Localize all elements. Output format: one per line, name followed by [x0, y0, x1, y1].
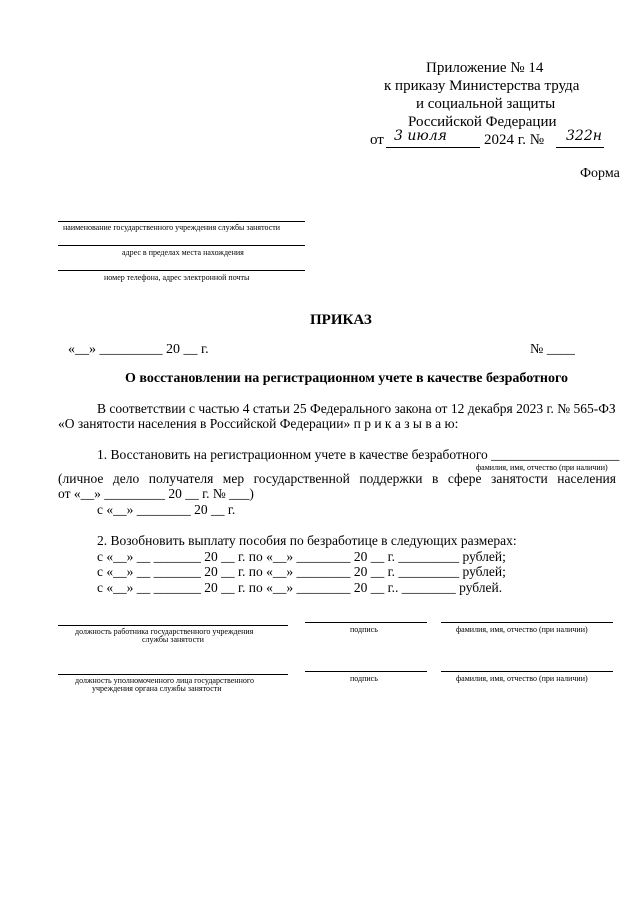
- payment-row: с «__» __ _______ 20 __ г. по «__» ________ 20 __ г. _________ рублей;: [97, 564, 506, 579]
- signature-caption: подпись: [350, 674, 378, 683]
- item1-line3: от «__» _________ 20 __ г. № ___): [58, 486, 254, 501]
- item1-line4: с «__» ________ 20 __ г.: [97, 502, 236, 517]
- handwritten-number: 322н: [566, 128, 602, 144]
- position-caption: должность уполномоченного лица государственного: [75, 676, 254, 685]
- address-caption: адрес в пределах места нахождения: [122, 248, 244, 257]
- date-underline: [386, 147, 480, 148]
- page-title: ПРИКАЗ: [310, 312, 372, 328]
- name-caption: фамилия, имя, отчество (при наличии): [456, 674, 588, 683]
- signature-line: [305, 622, 427, 623]
- contacts-caption: номер телефона, адрес электронной почты: [104, 273, 250, 282]
- appendix-line: к приказу Министерства труда: [384, 78, 580, 94]
- payment-row: с «__» __ _______ 20 __ г. по «__» ________ 20 __ г.. ________ рублей.: [97, 580, 503, 595]
- order-date: «__» _________ 20 __ г.: [68, 342, 209, 357]
- address-line: [58, 245, 305, 246]
- signature-caption: подпись: [350, 625, 378, 634]
- item1-caption: фамилия, имя, отчество (при наличии): [476, 463, 608, 472]
- item2-text: 2. Возобновить выплату пособия по безработице в следующих размерах:: [97, 533, 517, 548]
- name-line: [441, 622, 613, 623]
- handwritten-date: 3 июля: [394, 128, 447, 144]
- institution-line: [58, 221, 305, 222]
- appendix-title: Приложение № 14: [426, 60, 544, 76]
- position-line: [58, 625, 288, 626]
- institution-caption: наименование государственного учреждения службы занятости: [63, 223, 281, 232]
- payment-row: с «__» __ _______ 20 __ г. по «__» ________ 20 __ г. _________ рублей;: [97, 549, 506, 564]
- item1-text: 1. Восстановить на регистрационном учете в качестве безработного ___________________: [97, 447, 620, 462]
- preamble-line: В соответствии с частью 4 статьи 25 Федерального закона от 12 декабря 2023 г. № 565-ФЗ: [97, 401, 616, 416]
- form-label: Форма: [580, 166, 620, 181]
- number-underline: [556, 147, 604, 148]
- position-caption: учреждения органа службы занятости: [92, 684, 222, 693]
- signature-line: [305, 671, 427, 672]
- date-prefix: от: [370, 132, 384, 148]
- item1-line2: (личное дело получателя мер государственной поддержки в сфере занятости населения: [58, 471, 616, 486]
- appendix-line: и социальной защиты: [416, 96, 556, 112]
- contacts-line: [58, 270, 305, 271]
- position-caption: должность работника государственного учреждения: [75, 627, 254, 636]
- year-number-label: 2024 г. №: [484, 132, 545, 148]
- appendix-line: Российской Федерации: [408, 114, 557, 130]
- name-caption: фамилия, имя, отчество (при наличии): [456, 625, 588, 634]
- position-line: [58, 674, 288, 675]
- preamble-line: «О занятости населения в Российской Федерации» п р и к а з ы в а ю:: [58, 416, 459, 431]
- position-caption: службы занятости: [142, 635, 204, 644]
- order-number: № ____: [530, 342, 575, 357]
- order-subject: О восстановлении на регистрационном учете в качестве безработного: [125, 371, 568, 386]
- name-line: [441, 671, 613, 672]
